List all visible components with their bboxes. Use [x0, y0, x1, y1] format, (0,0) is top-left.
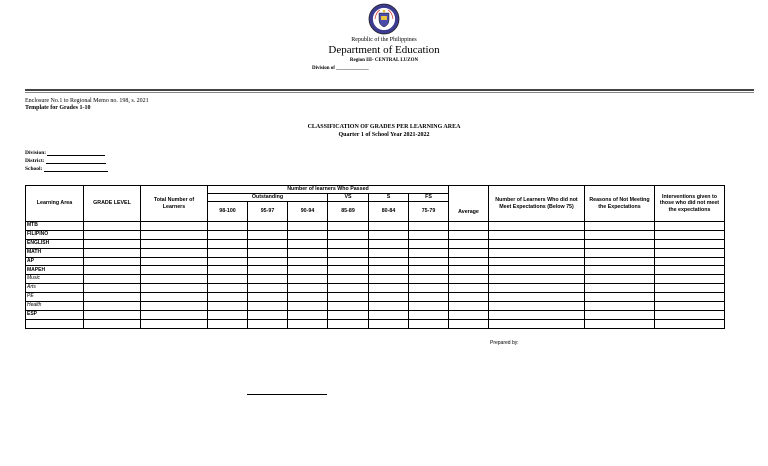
header-grade-level: GRADE LEVEL	[84, 186, 141, 222]
division-of-label: Division of _____________	[312, 66, 369, 71]
table-cell[interactable]	[328, 310, 369, 319]
template-note: Template for Grades 1-10	[25, 105, 91, 111]
table-cell[interactable]	[585, 257, 655, 266]
division-label: Division:	[25, 150, 47, 156]
table-cell[interactable]	[369, 257, 409, 266]
header-divider	[25, 89, 754, 91]
table-row	[26, 310, 725, 319]
header-not-meet: Number of Learners Who did not Meet Expectations (Below 75)	[489, 186, 585, 222]
table-cell[interactable]	[141, 310, 208, 319]
header-range-90-94: 90-94	[288, 202, 328, 222]
table-cell[interactable]	[585, 248, 655, 257]
table-cell[interactable]	[248, 284, 288, 293]
table-cell[interactable]	[141, 239, 208, 248]
table-cell[interactable]	[288, 266, 328, 275]
school-label: School:	[25, 166, 43, 172]
table-cell[interactable]	[489, 302, 585, 311]
table-cell[interactable]	[449, 257, 489, 266]
table-cell[interactable]	[489, 310, 585, 319]
table-cell[interactable]	[208, 222, 248, 231]
table-cell[interactable]	[585, 239, 655, 248]
table-cell[interactable]	[489, 239, 585, 248]
table-cell[interactable]	[409, 230, 449, 239]
table-cell[interactable]	[449, 302, 489, 311]
table-cell[interactable]	[449, 248, 489, 257]
table-cell[interactable]	[409, 222, 449, 231]
table-cell[interactable]	[328, 230, 369, 239]
table-cell[interactable]	[409, 310, 449, 319]
table-cell[interactable]	[141, 319, 208, 328]
division-blank[interactable]	[47, 151, 105, 156]
table-cell[interactable]	[369, 266, 409, 275]
header-fs: FS	[409, 194, 449, 202]
table-cell[interactable]	[409, 266, 449, 275]
table-cell[interactable]	[208, 284, 248, 293]
table-cell[interactable]	[141, 248, 208, 257]
district-field	[25, 158, 106, 164]
table-cell[interactable]	[655, 284, 725, 293]
table-row	[26, 284, 725, 293]
table-cell[interactable]	[208, 230, 248, 239]
table-cell[interactable]	[84, 222, 141, 231]
learning-area-cell: MATH	[26, 248, 84, 257]
header-range-80-84: 80-84	[369, 202, 409, 222]
table-row	[26, 293, 725, 302]
learning-area-cell: ENGLISH	[26, 239, 84, 248]
signature-line[interactable]	[247, 394, 327, 395]
table-cell[interactable]	[208, 310, 248, 319]
table-cell[interactable]	[141, 230, 208, 239]
table-cell[interactable]	[248, 275, 288, 284]
grades-table	[25, 185, 725, 329]
table-cell[interactable]	[328, 293, 369, 302]
header-learners-passed: Number of learners Who Passed	[208, 186, 449, 194]
table-cell[interactable]	[409, 275, 449, 284]
table-cell[interactable]	[328, 319, 369, 328]
header-divider-thin	[25, 92, 754, 93]
table-cell[interactable]	[489, 319, 585, 328]
table-cell[interactable]	[409, 293, 449, 302]
table-cell[interactable]	[409, 319, 449, 328]
table-cell[interactable]	[248, 293, 288, 302]
table-cell[interactable]	[141, 266, 208, 275]
table-cell[interactable]	[655, 248, 725, 257]
header-range-98-100: 98-100	[208, 202, 248, 222]
table-cell[interactable]	[328, 248, 369, 257]
table-cell[interactable]	[655, 310, 725, 319]
table-cell[interactable]	[409, 239, 449, 248]
table-cell[interactable]	[489, 257, 585, 266]
table-cell[interactable]	[208, 266, 248, 275]
table-cell[interactable]	[489, 222, 585, 231]
table-cell[interactable]	[328, 284, 369, 293]
table-cell[interactable]	[369, 248, 409, 257]
learning-area-cell: MTB	[26, 222, 84, 231]
table-cell[interactable]	[489, 293, 585, 302]
table-cell[interactable]	[84, 284, 141, 293]
table-cell[interactable]	[369, 319, 409, 328]
table-cell[interactable]	[248, 230, 288, 239]
table-cell[interactable]	[141, 222, 208, 231]
learning-area-cell: Arts	[26, 284, 84, 293]
table-row	[26, 257, 725, 266]
table-cell[interactable]	[585, 302, 655, 311]
table-cell[interactable]	[208, 302, 248, 311]
table-cell[interactable]	[141, 257, 208, 266]
table-cell[interactable]	[248, 248, 288, 257]
table-cell[interactable]	[655, 222, 725, 231]
header-learning-area: Learning Area	[26, 186, 84, 222]
table-row	[26, 239, 725, 248]
table-cell[interactable]	[449, 310, 489, 319]
table-row	[26, 319, 725, 328]
table-cell[interactable]	[369, 230, 409, 239]
table-cell[interactable]	[369, 310, 409, 319]
learning-area-cell: MAPEH	[26, 266, 84, 275]
table-row	[26, 266, 725, 275]
quarter-subtitle: Quarter 1 of School Year 2021-2022	[338, 132, 430, 138]
table-cell[interactable]	[369, 284, 409, 293]
table-cell[interactable]	[141, 293, 208, 302]
header-s: S	[369, 194, 409, 202]
table-cell[interactable]	[84, 293, 141, 302]
table-cell[interactable]	[288, 302, 328, 311]
table-cell[interactable]	[288, 284, 328, 293]
table-cell[interactable]	[84, 257, 141, 266]
table-cell[interactable]	[328, 257, 369, 266]
enclosure-note: Enclosure No.1 to Regional Memo no. 198, s. 2021	[25, 98, 149, 104]
document-title: CLASSIFICATION OF GRADES PER LEARNING AREA	[307, 124, 461, 130]
header-range-85-89: 85-89	[328, 202, 369, 222]
table-cell[interactable]	[328, 222, 369, 231]
table-cell[interactable]	[141, 275, 208, 284]
table-cell[interactable]	[409, 248, 449, 257]
table-cell[interactable]	[248, 257, 288, 266]
table-cell[interactable]	[328, 302, 369, 311]
table-cell[interactable]	[489, 248, 585, 257]
division-field	[25, 150, 105, 156]
learning-area-cell: AP	[26, 257, 84, 266]
header-average: Average	[449, 186, 489, 222]
table-cell[interactable]	[328, 239, 369, 248]
learning-area-cell: Health	[26, 302, 84, 311]
table-cell[interactable]	[409, 257, 449, 266]
header-interventions: Interventions given to those who did not meet the expectations	[655, 186, 725, 222]
table-cell[interactable]	[409, 302, 449, 311]
table-cell[interactable]	[369, 293, 409, 302]
table-cell[interactable]	[655, 266, 725, 275]
table-cell[interactable]	[208, 239, 248, 248]
table-cell[interactable]	[585, 284, 655, 293]
deped-seal-icon	[368, 3, 400, 35]
table-cell[interactable]	[655, 319, 725, 328]
table-row	[26, 302, 725, 311]
table-cell[interactable]	[369, 239, 409, 248]
table-cell[interactable]	[489, 284, 585, 293]
table-cell[interactable]	[84, 319, 141, 328]
table-cell[interactable]	[248, 310, 288, 319]
table-cell[interactable]	[208, 275, 248, 284]
table-cell[interactable]	[288, 222, 328, 231]
table-row	[26, 275, 725, 284]
table-cell[interactable]	[655, 275, 725, 284]
republic-label: Republic of the Philippines	[351, 37, 417, 43]
prepared-by-label: Prepared by:	[490, 340, 519, 346]
table-cell[interactable]	[655, 239, 725, 248]
table-cell[interactable]	[288, 239, 328, 248]
learning-area-cell: FILIPINO	[26, 230, 84, 239]
table-cell[interactable]	[449, 284, 489, 293]
table-cell[interactable]	[84, 310, 141, 319]
header-outstanding: Outstanding	[208, 194, 328, 202]
table-cell[interactable]	[84, 266, 141, 275]
table-row	[26, 248, 725, 257]
table-cell[interactable]	[585, 293, 655, 302]
learning-area-cell: PE	[26, 293, 84, 302]
table-cell[interactable]	[84, 230, 141, 239]
school-blank[interactable]	[44, 167, 108, 172]
table-cell[interactable]	[248, 266, 288, 275]
table-cell[interactable]	[288, 310, 328, 319]
table-cell[interactable]	[141, 302, 208, 311]
table-cell[interactable]	[84, 248, 141, 257]
table-cell[interactable]	[248, 222, 288, 231]
table-row	[26, 230, 725, 239]
header-reasons: Reasons of Not Meeting the Expectations	[585, 186, 655, 222]
department-title: Department of Education	[328, 44, 440, 56]
table-cell[interactable]	[409, 284, 449, 293]
table-cell[interactable]	[208, 293, 248, 302]
table-cell[interactable]	[585, 222, 655, 231]
table-cell[interactable]	[489, 266, 585, 275]
table-cell[interactable]	[84, 239, 141, 248]
learning-area-cell	[26, 319, 84, 328]
table-cell[interactable]	[288, 319, 328, 328]
header-range-95-97: 95-97	[248, 202, 288, 222]
table-cell[interactable]	[655, 302, 725, 311]
table-cell[interactable]	[141, 284, 208, 293]
table-cell[interactable]	[288, 275, 328, 284]
table-cell[interactable]	[369, 275, 409, 284]
school-field	[25, 166, 108, 172]
learning-area-cell: ESP	[26, 310, 84, 319]
table-row	[26, 222, 725, 231]
table-cell[interactable]	[84, 275, 141, 284]
table-cell[interactable]	[655, 293, 725, 302]
region-label: Region III- CENTRAL LUZON	[349, 58, 419, 63]
table-cell[interactable]	[288, 257, 328, 266]
table-cell[interactable]	[449, 230, 489, 239]
table-cell[interactable]	[208, 248, 248, 257]
table-cell[interactable]	[328, 266, 369, 275]
header-range-75-79: 75-79	[409, 202, 449, 222]
table-cell[interactable]	[449, 266, 489, 275]
table-cell[interactable]	[449, 275, 489, 284]
table-cell[interactable]	[655, 257, 725, 266]
table-cell[interactable]	[489, 230, 585, 239]
table-cell[interactable]	[585, 275, 655, 284]
table-cell[interactable]	[449, 239, 489, 248]
table-cell[interactable]	[84, 302, 141, 311]
header-vs: VS	[328, 194, 369, 202]
table-cell[interactable]	[449, 319, 489, 328]
table-cell[interactable]	[585, 319, 655, 328]
table-cell[interactable]	[208, 319, 248, 328]
table-cell[interactable]	[585, 266, 655, 275]
table-cell[interactable]	[288, 230, 328, 239]
table-cell[interactable]	[288, 293, 328, 302]
table-cell[interactable]	[248, 239, 288, 248]
table-cell[interactable]	[248, 319, 288, 328]
table-cell[interactable]	[248, 302, 288, 311]
table-cell[interactable]	[655, 230, 725, 239]
header-total-learners: Total Number of Learners	[141, 186, 208, 222]
table-cell[interactable]	[208, 257, 248, 266]
table-cell[interactable]	[585, 230, 655, 239]
table-cell[interactable]	[585, 310, 655, 319]
table-cell[interactable]	[288, 248, 328, 257]
table-cell[interactable]	[328, 275, 369, 284]
table-cell[interactable]	[489, 275, 585, 284]
district-label: District:	[25, 158, 45, 164]
table-cell[interactable]	[449, 222, 489, 231]
learning-area-cell: Music	[26, 275, 84, 284]
table-cell[interactable]	[369, 302, 409, 311]
district-blank[interactable]	[46, 159, 106, 164]
table-cell[interactable]	[369, 222, 409, 231]
table-cell[interactable]	[449, 293, 489, 302]
